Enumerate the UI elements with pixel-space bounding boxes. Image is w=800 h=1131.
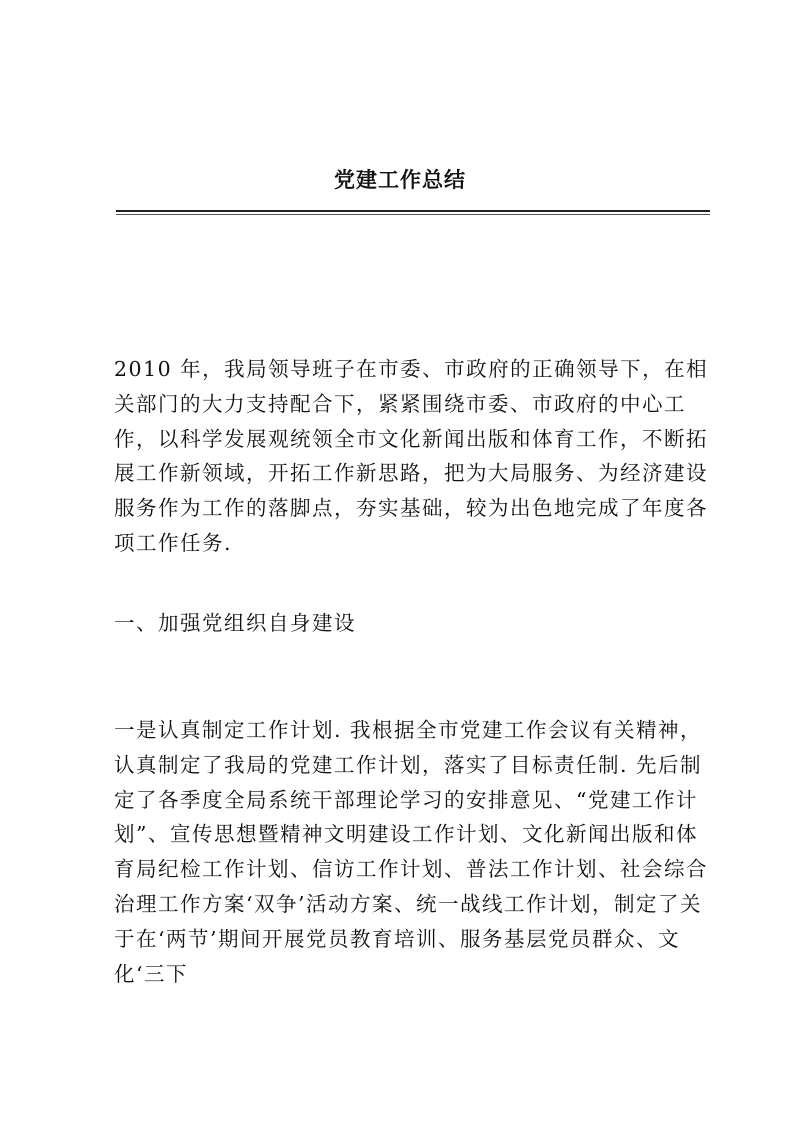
section-heading: 一、加强党组织自身建设 bbox=[114, 611, 356, 635]
title-divider bbox=[116, 210, 710, 212]
section-paragraph: 一是认真制定工作计划. 我根据全市党建工作会议有关精神，认真制定了我局的党建工作计划，落实了目标责任制. 先后制定了各季度全局系统干部理论学习的安排意见、“党建工作计划”、宣传思想暨精神文明建设工作计划、文化新闻出版和体育局纪检工作计划、信访工作计划、普法工作计划、社会综合治理工作方案‘双争’活动方案、统一战线工作计划，制定了关于在‘两节’期间开展党员教育培训、服务基层党员群众、文化‘三下 bbox=[114, 718, 708, 986]
document-title: 党建工作总结 bbox=[334, 168, 466, 192]
intro-paragraph: 2010 年，我局领导班子在市委、市政府的正确领导下，在相关部门的大力支持配合下，紧紧围绕市委、市政府的中心工作，以科学发展观统领全市文化新闻出版和体育工作，不断拓展工作新领域，开拓工作新思路，把为大局服务、为经济建设服务作为工作的落脚点，夯实基础，较为出色地完成了年度各项工作任务. bbox=[114, 357, 709, 555]
